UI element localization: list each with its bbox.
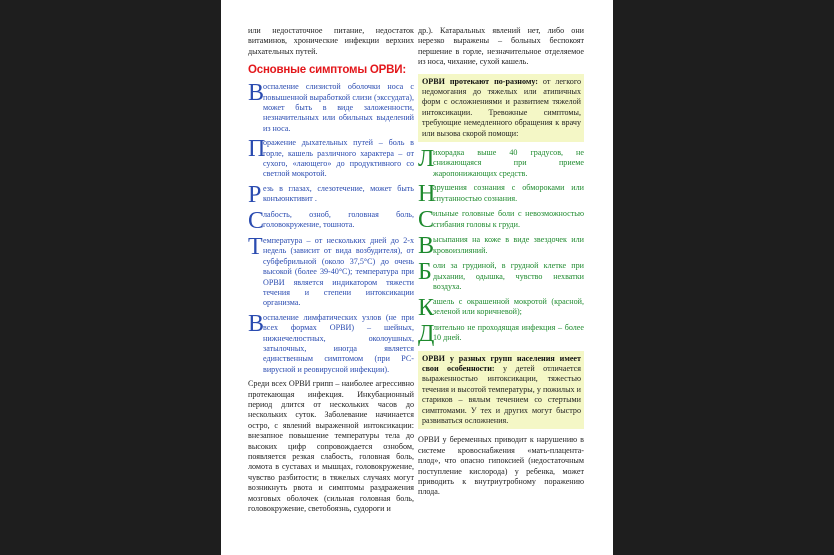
variation-note xyxy=(418,74,584,142)
drop-cap-letter: Н xyxy=(418,181,436,208)
symptom-item xyxy=(248,181,414,208)
warning-item xyxy=(418,261,584,292)
catarrhal-paragraph: др.). Катаральных явлений нет, либо они нерезко выражены – больных беспокоят першение в горле, незначительное отделяемое из носа, чихание, сухой кашель. xyxy=(418,26,584,67)
drop-cap-letter: С xyxy=(418,207,435,234)
drop-cap-letter: Л xyxy=(418,146,435,173)
pregnancy-paragraph: ОРВИ у беременных приводит к нарушению в системе кровоснабжения «мать-плацента-плод», что опасно гипоксией (недостаточным поступление кислорода) у ребенка, может приводить к внутриутробному поражению плода. xyxy=(418,435,584,497)
symptom-item-text: оражение дыхательных путей – боль в горле, кашель различного характера – от сухого, «лающего» до продуктивного со светлой мокротой. xyxy=(263,138,414,179)
drop-cap-letter: В xyxy=(418,233,435,260)
drop-cap-letter: В xyxy=(248,310,265,337)
flu-paragraph: Среди всех ОРВИ грипп – наиболее агрессивно протекающая инфекция. Инкубационный период длится от нескольких часов до нескольких суток. Заболевание начинается остро, с явлений выраженной интоксикации: внезапное повышение температуры тела до высоких цифр сопровождается ознобом, появляется резкая слабость, головная боль, ломота в суставах и мышцах, головокружение, чувство разбитости; в тяжелых случаях могут возникнуть рвота и симптомы раздражения мозговых оболочек (сильная головная боль, головокружение, светобоязнь, судороги и xyxy=(248,379,414,514)
population-note-text: у детей отличается выраженностью интоксикации, тяжестью течения и высотой температуры, у пожилых и стариков – вялым течением со стертыми симптомами. У тех и других могут быстро развиваться осложнения. xyxy=(422,363,581,425)
warning-item-text: ашель с окрашенной мокротой (красной, зеленой или коричневой); xyxy=(433,296,584,316)
symptom-item-text: лабость, озноб, головная боль, головокружение, тошнота. xyxy=(263,209,414,230)
warning-item xyxy=(418,233,584,260)
right-column xyxy=(418,26,584,498)
symptoms-heading: Основные симптомы ОРВИ: xyxy=(248,64,406,77)
drop-cap-letter: В xyxy=(248,80,265,107)
symptom-item xyxy=(248,207,414,234)
symptom-item xyxy=(248,138,414,180)
warning-item-text: арушения сознания с обмороками или спутанностью сознания. xyxy=(433,183,584,203)
variation-note-text: от легкого недомогания до тяжелых или атипичных форм с осложнениями и развитием тяжелой интоксикации. Тревожные симптомы, требующие немедленного обращения к врачу или вызова скорой помощи: xyxy=(422,76,581,138)
symptom-item xyxy=(248,310,414,375)
document-page xyxy=(221,0,613,555)
left-column xyxy=(248,26,414,514)
drop-cap-letter: К xyxy=(418,294,435,321)
drop-cap-letter: Р xyxy=(248,181,262,208)
intro-paragraph: или недостаточное питание, недостаток витаминов, хронические инфекции верхних дыхательных путей. xyxy=(248,26,414,56)
warning-item-text: ильные головные боли с невозможностью сгибания головы к груди. xyxy=(433,209,584,229)
warning-item xyxy=(418,320,584,347)
symptom-item-text: езь в глазах, слезотечение, может быть конъюнктивит . xyxy=(263,183,414,204)
symptom-item-text: емпература – от нескольких дней до 2-х недель (зависит от вида возбудителя), от субфебрильной (около 37,5°С) до очень высокой (более 39-40°С); температура при ОРВИ является индикатором тяжести течения и степени интоксикации организма. xyxy=(263,235,414,308)
warning-item-text: ысыпания на коже в виде звездочек или кровоизлияний. xyxy=(433,235,584,255)
warning-item xyxy=(418,207,584,234)
drop-cap-letter: Б xyxy=(418,259,432,286)
warning-item-text: лительно не проходящая инфекция – более 10 дней. xyxy=(433,322,584,342)
symptom-item-text: оспаление лимфатических узлов (не при всех формах ОРВИ) – шейных, нижнечелюстных, околоушных, затылочных, иногда является единственным симптомом (при РС-вирусной и реовирусной инфекции). xyxy=(263,312,414,374)
population-note xyxy=(418,351,584,430)
warning-item xyxy=(418,181,584,208)
symptom-item xyxy=(248,233,414,309)
drop-cap-letter: П xyxy=(248,136,266,163)
symptom-list xyxy=(248,82,414,375)
symptom-item-text: оспаление слизистой оболочки носа с повышенной выработкой слизи (экссудата), может быть в виде заложенности, незначительных или обильных выделений из носа. xyxy=(263,82,414,133)
warning-item-text: оли за грудиной, в грудной клетке при дыхании, одышка, чувство нехватки воздуха. xyxy=(433,261,584,292)
drop-cap-letter: Т xyxy=(248,233,263,260)
variation-note-bold: ОРВИ протекают по-разному: xyxy=(422,76,538,86)
warning-item xyxy=(418,148,584,179)
population-note-bold: ОРВИ у разных групп населения имеет свои особенности: xyxy=(422,353,581,373)
symptom-item xyxy=(248,82,414,134)
warning-list xyxy=(418,146,584,347)
warning-item xyxy=(418,294,584,321)
drop-cap-letter: Д xyxy=(418,320,435,347)
drop-cap-letter: С xyxy=(248,207,265,234)
warning-item-text: ихорадка выше 40 градусов, не снижающаяся при приеме жаропонижающих средств. xyxy=(433,148,584,178)
